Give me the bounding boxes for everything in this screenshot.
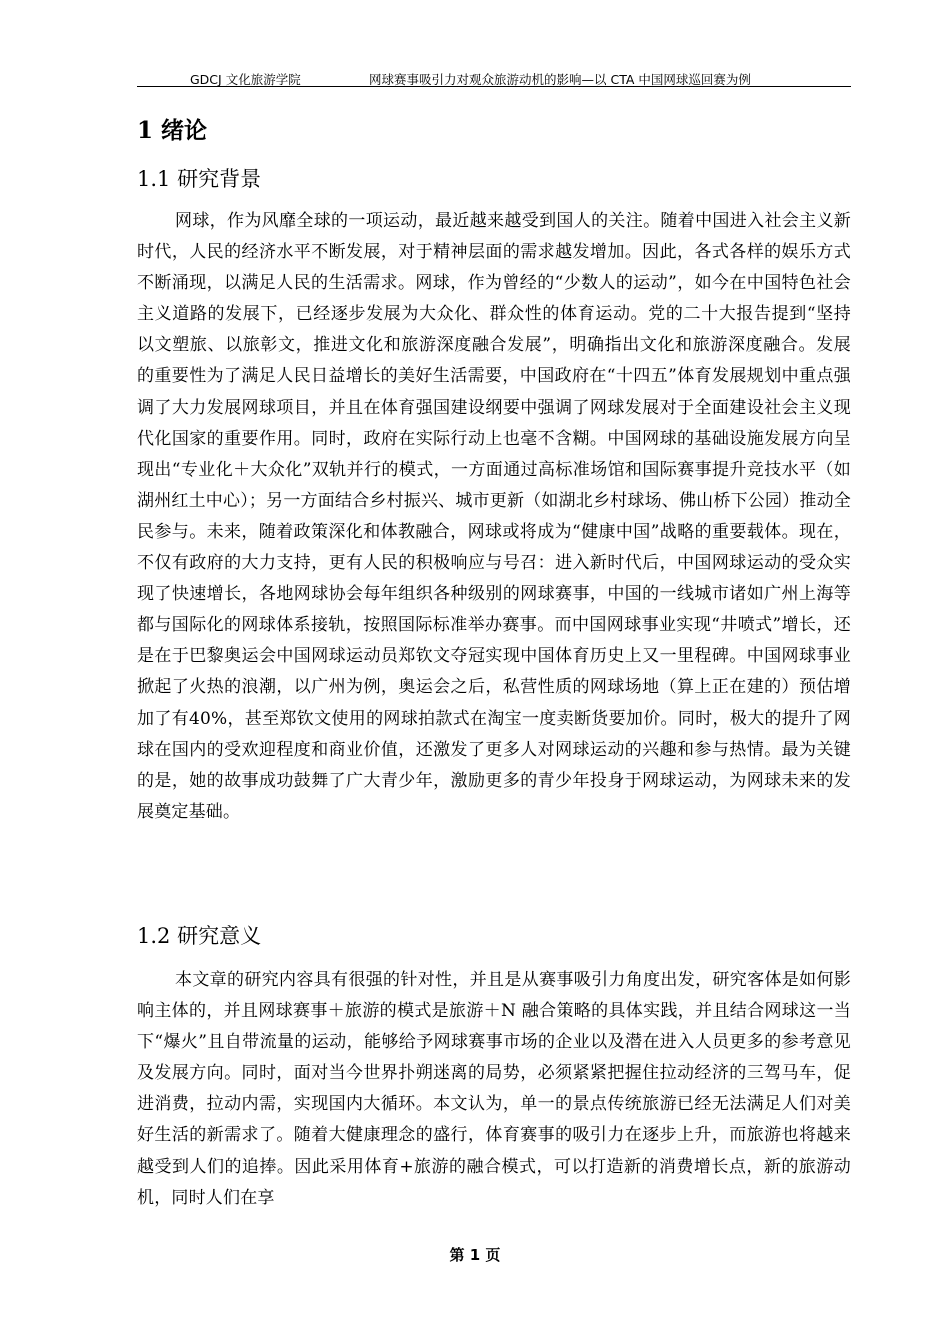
chapter-title: 1 绪论: [137, 117, 208, 144]
header-divider: [137, 86, 851, 87]
section-paragraph-significance: 本文章的研究内容具有很强的针对性，并且是从赛事吸引力角度出发，研究客体是如何影响主体的，并且网球赛事＋旅游的模式是旅游＋N 融合策略的具体实践，并且结合网球这一当下“爆火”且自带流量的运动，能够给予网球赛事市场的企业以及潜在进入人员更多的参考意见及发展方向。同时，面对当今世界扑朔迷离的局势，必须紧紧把握住拉动经济的三驾马车，促进消费，拉动内需，实现国内大循环。本文认为，单一的景点传统旅游已经无法满足人们对美好生活的新需求了。随着大健康理念的盛行，体育赛事的吸引力在逐步上升，而旅游也将越来越受到人们的追捧。因此采用体育+旅游的融合模式，可以打造新的消费增长点，新的旅游动机，同时人们在享: [137, 970, 851, 1208]
section-title-background: 1.1 研究背景: [137, 167, 262, 191]
section-paragraph-background: 网球，作为风靡全球的一项运动，最近越来越受到国人的关注。随着中国进入社会主义新时代，人民的经济水平不断发展，对于精神层面的需求越发增加。因此，各式各样的娱乐方式不断涌现，以满足人民的生活需求。网球，作为曾经的“少数人的运动”，如今在中国特色社会主义道路的发展下，已经逐步发展为大众化、群众性的体育运动。党的二十大报告提到“坚持以文塑旅、以旅彰文，推进文化和旅游深度融合发展”，明确指出文化和旅游深度融合。发展的重要性为了满足人民日益增长的美好生活需要，中国政府在“十四五”体育发展规划中重点强调了大力发展网球项目，并且在体育强国建设纲要中强调了网球发展对于全面建设社会主义现代化国家的重要作用。同时，政府在实际行动上也毫不含糊。中国网球的基础设施发展方向呈现出“专业化＋大众化”双轨并行的模式，一方面通过高标准场馆和国际赛事提升竞技水平（如湖州红土中心）；另一方面结合乡村振兴、城市更新（如湖北乡村球场、佛山桥下公园）推动全民参与。未来，随着政策深化和体教融合，网球或将成为“健康中国”战略的重要载体。现在，不仅有政府的大力支持，更有人民的积极响应与号召：进入新时代后，中国网球运动的受众实现了快速增长，各地网球协会每年组织各种级别的网球赛事，中国的一线城市诸如广州上海等都与国际化的网球体系接轨，按照国际标准举办赛事。而中国网球事业实现“井喷式”增长，还是在于巴黎奥运会中国网球运动员郑钦文夺冠实现中国体育历史上又一里程碑。中国网球事业掀起了火热的浪潮，以广州为例，奥运会之后，私营性质的网球场地（算上正在建的）预估增加了有40%，甚至郑钦文使用的网球拍款式在淘宝一度卖断货要加价。同时，极大的提升了网球在国内的受欢迎程度和商业价值，还激发了更多人对网球运动的兴趣和参与热情。最为关键的是，她的故事成功鼓舞了广大青少年，激励更多的青少年投身于网球运动，为网球未来的发展奠定基础。: [137, 211, 851, 822]
header-paper-title: 网球赛事吸引力对观众旅游动机的影响—以 CTA 中国网球巡回赛为例: [369, 72, 751, 87]
section-title-significance: 1.2 研究意义: [137, 924, 262, 948]
page-number: 第 1 页: [449, 1246, 501, 1264]
running-header: [137, 70, 851, 86]
header-school: GDCJ 文化旅游学院: [190, 72, 301, 87]
